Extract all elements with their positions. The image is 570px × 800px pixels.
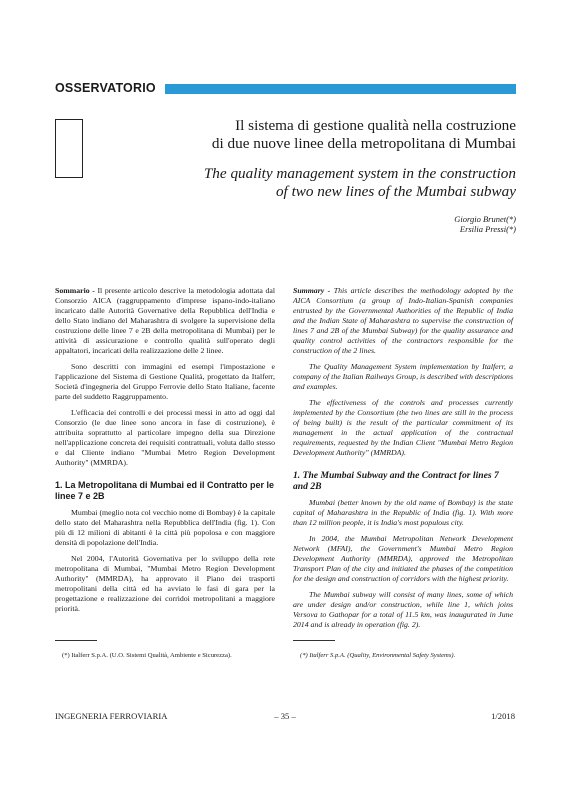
footnote-rule xyxy=(55,640,97,641)
summary-text: This article describes the methodology adopted by the AICA Consortium (a group of Indo-Italian-Spanish companies entrusted by the Governmental Authorities of the Republic of India and the Indian State of Maharashtra to supervise the construction of lines 7 and 2B of the Mumbai Subway) for the quality assurance and quality control activities of the contractors responsible for the construction of the 2 lines. xyxy=(293,286,513,355)
authors xyxy=(454,214,516,234)
summary-label: Sommario - xyxy=(55,286,95,295)
body-paragraph: Sono descritti con immagini ed esempi l'impostazione e l'applicazione del Sistema di Gestione Qualità, progettato da Italferr, Società d'ingegneria del Gruppo Ferrovie dello Stato Italiane, facente parte del suddetto Raggruppamento. xyxy=(55,362,275,401)
footer-issue: 1/2018 xyxy=(491,711,515,721)
italian-title xyxy=(136,117,516,152)
left-column xyxy=(55,286,275,620)
body-paragraph: Nel 2004, l'Autorità Governativa per lo sviluppo della rete metropolitana di Mumbai, "Mumbai Metro Region Development Authority" (MMRDA), ha approvato il Piano dei trasporti metropolitani della città ed ha avviato le fasi di gara per la progettazione e realizzazione dei corridoi metropolitani a maggiore priorità. xyxy=(55,554,275,613)
body-paragraph: L'efficacia dei controlli e dei processi messi in atto ad oggi dal Consorzio (le due linee sono ancora in fase di costruzione), è attribuita soprattutto al particolare impegno della sua Direzione nell'applicazione concreta dei requisiti contrattuali, voluta dallo stesso e dal Cliente indiano "Mumbai Metro Region Development Authority" (MMRDA). xyxy=(55,408,275,467)
body-paragraph: The effectiveness of the controls and processes currently implemented by the Consortium (the two lines are still in the process of being built) is the result of the particular commitment of its management in the actual application of the contractual requirements, requested by the Indian Client "Mumbai Metro Region Development Authority" (MMRDA). xyxy=(293,398,513,457)
author-name: Ersilia Pressi(*) xyxy=(459,224,516,234)
body-paragraph: The Quality Management System implementation by Italferr, a company of the Italian Railways Group, is described with descriptions and examples. xyxy=(293,362,513,391)
summary-paragraph xyxy=(55,286,275,356)
title-frame xyxy=(55,119,83,178)
author-name: Giorgio Brunet(*) xyxy=(454,214,516,224)
footnote-rule xyxy=(293,640,335,641)
summary-label: Summary - xyxy=(293,286,331,295)
body-paragraph: Mumbai (meglio nota col vecchio nome di Bombay) è la capitale dello stato del Maharashtra nella Repubblica dell'India (fig. 1). Con più di 12 milioni di abitanti è la città più popolosa e con maggiore densità di popolazione dell'India. xyxy=(55,508,275,547)
english-title xyxy=(136,165,516,200)
body-paragraph: The Mumbai subway will consist of many lines, some of which are under design and/or construction, while line 1, which joins Versova to Gathopar for a total of 11.5 km, was inaugurated in June 2014 and is already in operation (fig. 2). xyxy=(293,590,513,629)
section-heading: 1. La Metropolitana di Mumbai ed il Contratto per le linee 7 e 2B xyxy=(55,480,275,501)
footer-page-number: – 35 – xyxy=(274,711,296,721)
summary-paragraph xyxy=(293,286,513,356)
section-label: OSSERVATORIO xyxy=(55,81,156,95)
italian-title-line-2: di due nuove linee della metropolitana di Mumbai xyxy=(211,134,516,152)
english-title-line-2: of two new lines of the Mumbai subway xyxy=(275,182,516,200)
section-accent-bar xyxy=(165,84,516,94)
footnote-english: (*) Italferr S.p.A. (Quality, Environmental Safety Systems). xyxy=(300,652,456,659)
section-heading: 1. The Mumbai Subway and the Contract for lines 7 and 2B xyxy=(293,470,499,492)
right-column xyxy=(293,286,513,636)
body-paragraph: Mumbai (better known by the old name of Bombay) is the state capital of Maharashtra in the Republic of India (fig. 1). With more than 12 million people, it is India's most populous city. xyxy=(293,498,513,527)
footnote-italian: (*) Italferr S.p.A. (U.O. Sistemi Qualità, Ambiente e Sicurezza). xyxy=(62,652,232,659)
italian-title-line-1: Il sistema di gestione qualità nella costruzione xyxy=(235,117,516,134)
body-paragraph: In 2004, the Mumbai Metropolitan Network Development Network (MFAI), the Government's Mumbai Metro Region Development Authority (MMRDA), approved the Metropolitan Transport Plan of the city and initiated the phases of the competition for the design and construction of corridors with the highest priority. xyxy=(293,534,513,583)
english-title-line-1: The quality management system in the construction xyxy=(203,165,516,182)
summary-text: Il presente articolo descrive la metodologia adottata dal Consorzio AICA (raggruppamento d'imprese ispano-indo-italiano incaricato dalle Autorità Governative della Repubblica dell'India e dello Stato indiano del Maharashtra di svolgere la supervisione della costruzione delle linee 7 e 2B della metropolitana di Mumbai) per le attività di assicurazione e controllo qualità sull'operato degli appaltatori, incaricati della realizzazione delle 2 linee. xyxy=(55,286,275,355)
footer-journal-name: INGEGNERIA FERROVIARIA xyxy=(55,711,168,721)
